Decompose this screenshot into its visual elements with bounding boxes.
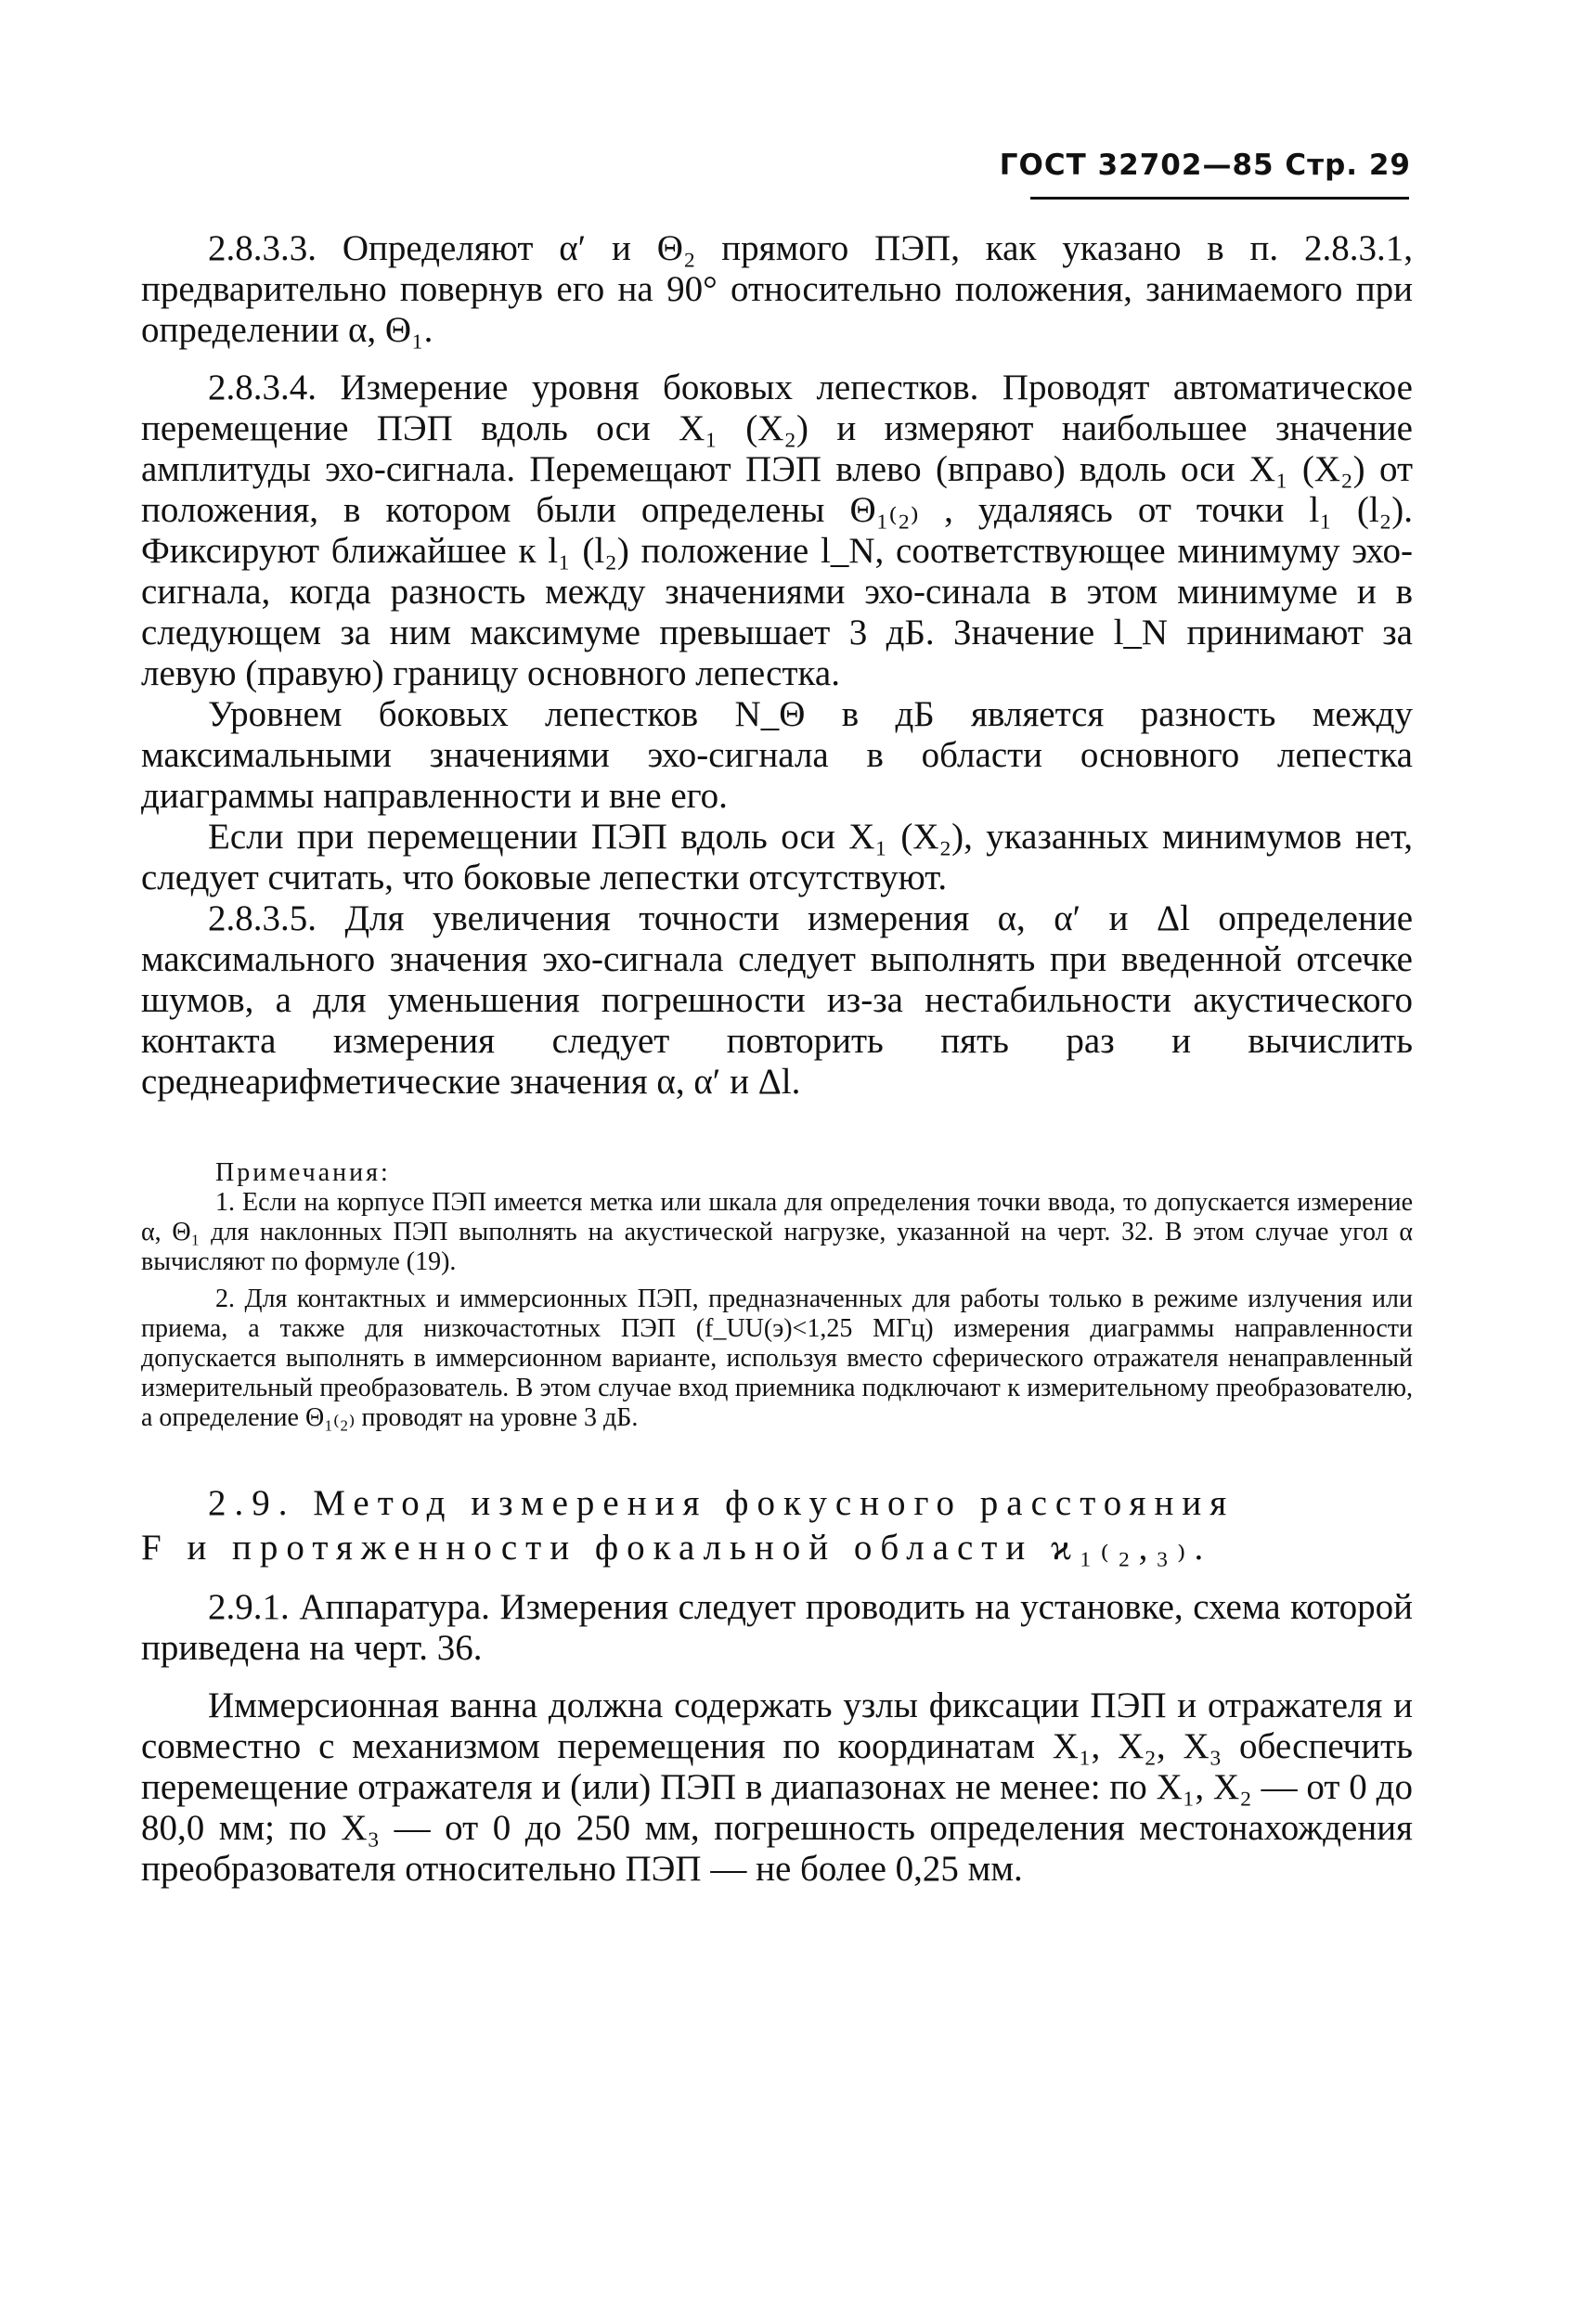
notes-title: Примечания: bbox=[215, 1158, 391, 1187]
paragraph-2-8-3-4: 2.8.3.4. Измерение уровня боковых лепестков. Проводят автоматическое перемещение ПЭП вдоль оси X₁ (X₂) и измеряют наибольшее значение амплитуды эхо-сигнала. Перемещают ПЭП влево (вправо) вдоль оси X₁ (X₂) от положения, в котором были определены Θ₁₍₂₎ , удаляясь от точки l₁ (l₂). Фиксируют ближайшее к l₁ (l₂) положение l_N, соответствующее минимуму эхо-сигнала, когда разность между значениями эхо-синала в этом минимуме и в следующем за ним максимуме превышает 3 дБ. Значение l_N принимают за левую (правую) границу основного лепестка. bbox=[141, 368, 1413, 693]
header-rule bbox=[1030, 197, 1409, 200]
paragraph-immersion-bath: Иммерсионная ванна должна содержать узлы фиксации ПЭП и отражателя и совместно с механизмом перемещения по координатам X₁, X₂, X₃ обеспечить перемещение отражателя и (или) ПЭП в диапазонах не менее: по X₁, X₂ — от 0 до 80,0 мм; по X₃ — от 0 до 250 мм, погрешность определения местонахождения преобразователя относительно ПЭП — не более 0,25 мм. bbox=[141, 1685, 1413, 1889]
paragraph-2-8-3-3: 2.8.3.3. Определяют α′ и Θ₂ прямого ПЭП, как указано в п. 2.8.3.1, предварительно повернув его на 90° относительно положения, занимаемого при определении α, Θ₁. bbox=[141, 228, 1413, 350]
section-2-9-title-line2: F и протяженности фокальной области ϰ₁₍₂,₃₎. bbox=[141, 1528, 1212, 1568]
notes-block bbox=[141, 1158, 1413, 1433]
paragraph-side-lobe-level: Уровнем боковых лепестков N_Θ в дБ является разность между максимальными значениями эхо-сигнала в области основного лепестка диаграммы направленности и вне его. bbox=[141, 694, 1413, 816]
note-2: 2. Для контактных и иммерсионных ПЭП, предназначенных для работы только в режиме излучения или приема, а также для низкочастотных ПЭП (f_UU(э)<1,25 МГц) измерения диаграммы направленности допускается выполнять в иммерсионном варианте, используя вместо сферического отражателя ненаправленный измерительный преобразователь. В этом случае вход приемника подключают к измерительному преобразователю, а определение Θ₁₍₂₎ проводят на уровне 3 дБ. bbox=[141, 1285, 1413, 1432]
paragraph-2-9-1: 2.9.1. Аппаратура. Измерения следует проводить на установке, схема которой приведена на черт. 36. bbox=[141, 1587, 1413, 1668]
note-1: 1. Если на корпусе ПЭП имеется метка или шкала для определения точки ввода, то допускается измерение α, Θ₁ для наклонных ПЭП выполнять на акустической нагрузке, указанной на черт. 32. В этом случае угол α вычисляют по формуле (19). bbox=[141, 1188, 1413, 1276]
paragraph-no-minima: Если при перемещении ПЭП вдоль оси X₁ (X₂), указанных минимумов нет, следует считать, что боковые лепестки отсутствуют. bbox=[141, 817, 1413, 897]
section-2-9-title-line1: 2.9. Метод измерения фокусного расстояния bbox=[208, 1483, 1235, 1523]
paragraph-2-8-3-5: 2.8.3.5. Для увеличения точности измерения α, α′ и Δl определение максимального значения эхо-сигнала следует выполнять при введенной отсечке шумов, а для уменьшения погрешности из-за нестабильности акустического контакта измерения следует повторить пять раз и вычислить среднеарифметические значения α, α′ и Δl. bbox=[141, 898, 1413, 1102]
page-header: ГОСТ 32702—85 Стр. 29 bbox=[999, 148, 1411, 182]
main-text bbox=[141, 228, 1413, 1890]
